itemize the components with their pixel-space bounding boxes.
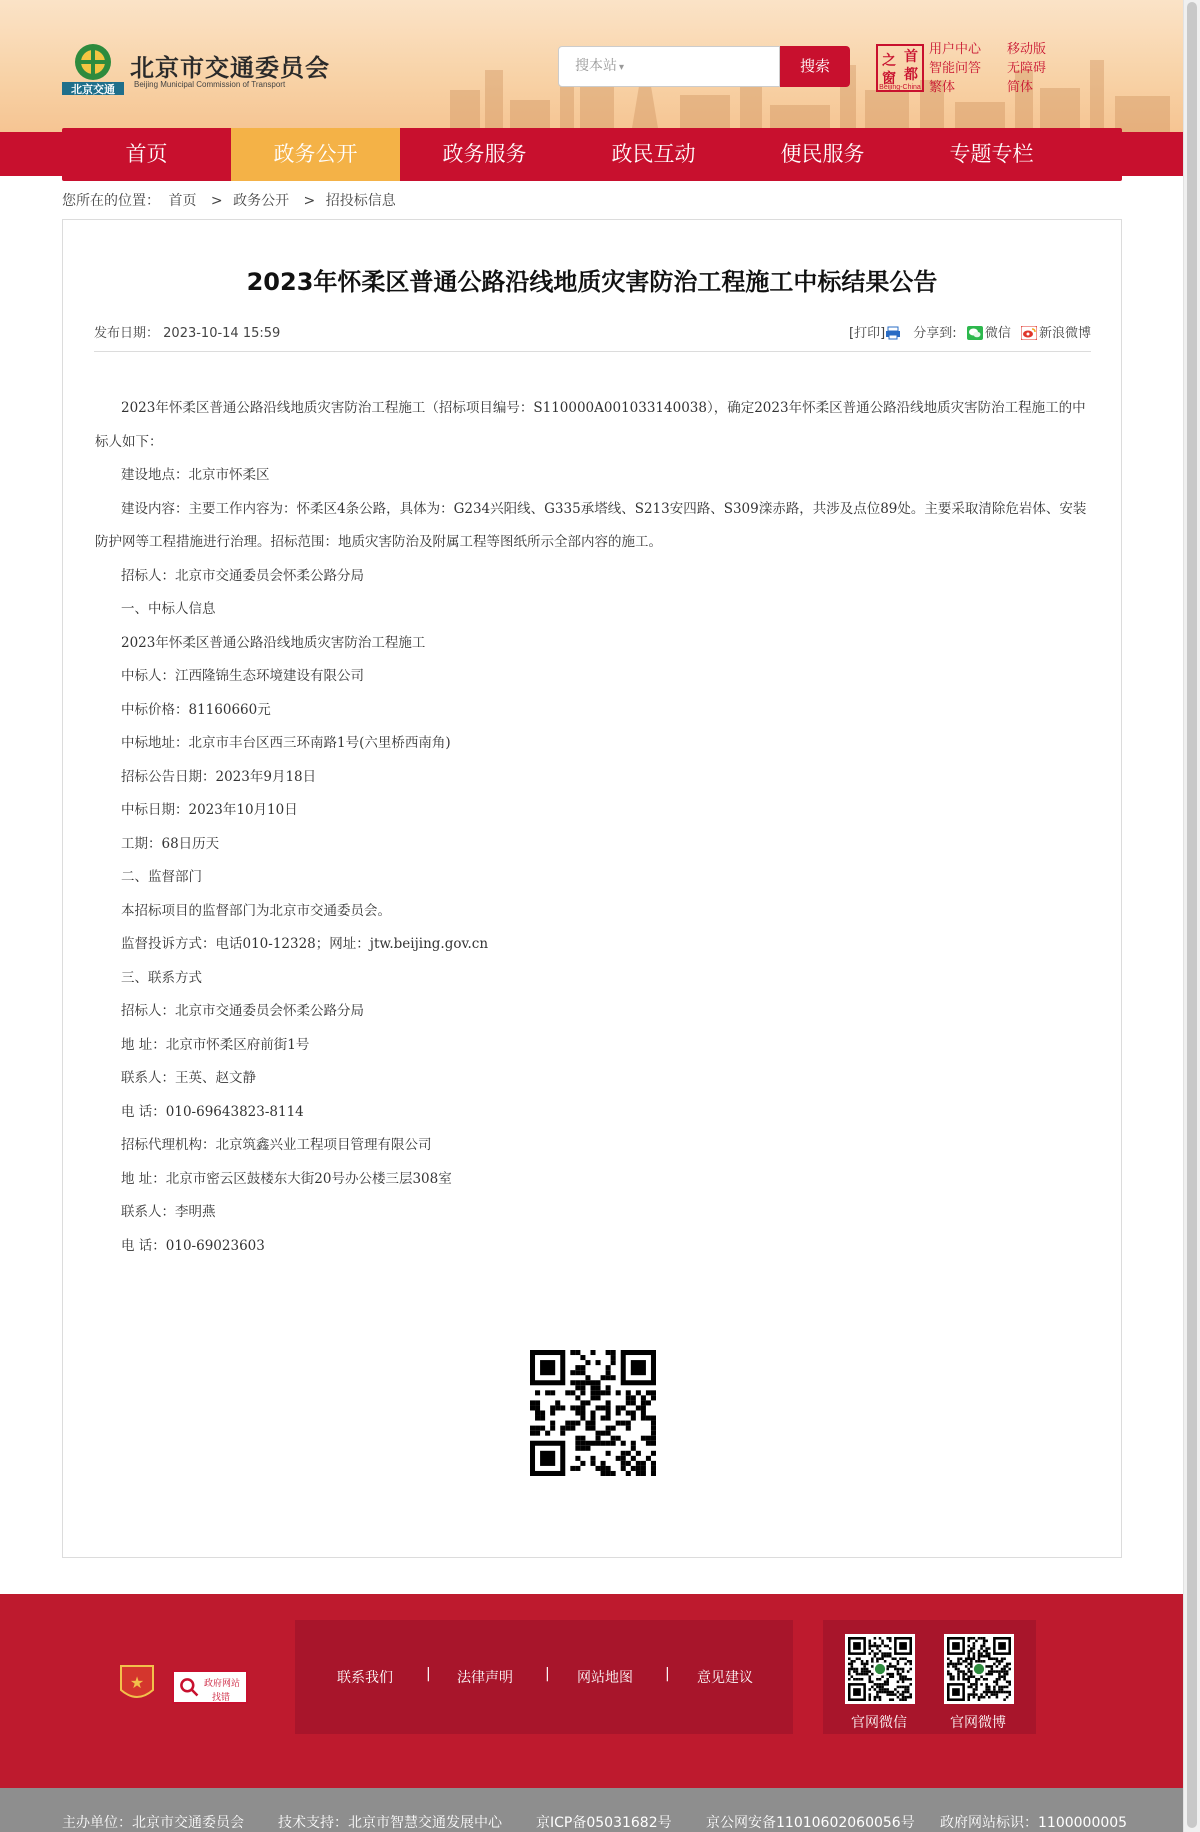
search-input[interactable] bbox=[558, 46, 780, 87]
party-government-badge-icon[interactable] bbox=[119, 1664, 155, 1704]
article-paragraph: 一、中标人信息 bbox=[121, 601, 216, 617]
nav-item-services[interactable]: 政务服务 bbox=[442, 142, 527, 166]
find-text-2: 找错 bbox=[212, 1693, 231, 1703]
article-title: 2023年怀柔区普通公路沿线地质灾害防治工程施工中标结果公告 bbox=[246, 268, 938, 296]
share-wechat-label: 微信 bbox=[984, 326, 1011, 341]
shoudu-label: Beijing-China bbox=[879, 84, 921, 91]
article-meta bbox=[94, 322, 1091, 352]
article-container bbox=[62, 219, 1122, 1558]
article-paragraph: 地 址：北京市怀柔区府前街1号 bbox=[121, 1036, 310, 1053]
breadcrumb-home[interactable]: 首页 bbox=[168, 193, 197, 209]
site-logo[interactable] bbox=[62, 42, 332, 98]
footer-police-record[interactable]: 京公网安备11010602060056号 bbox=[706, 1815, 915, 1831]
breadcrumb-separator: > bbox=[210, 193, 223, 209]
find-text-1: 政府网站 bbox=[204, 1679, 241, 1689]
article-paragraph: 本招标项目的监督部门为北京市交通委员会。 bbox=[121, 902, 391, 919]
traditional-chinese-link[interactable]: 繁体 bbox=[929, 80, 956, 95]
publish-date-value: 2023-10-14 15:59 bbox=[163, 326, 281, 341]
footer-links bbox=[295, 1620, 793, 1734]
chevron-down-icon: ▾ bbox=[619, 62, 625, 73]
weibo-qr-image bbox=[947, 1637, 1011, 1701]
share-wechat-button[interactable] bbox=[967, 326, 1011, 341]
footer-qr-codes bbox=[823, 1620, 1036, 1734]
site-footer bbox=[0, 1594, 1183, 1788]
nav-item-special-topics[interactable]: 专题专栏 bbox=[949, 142, 1034, 166]
user-center-link[interactable]: 用户中心 bbox=[929, 42, 982, 57]
article-paragraph: 建设地点：北京市怀柔区 bbox=[121, 467, 270, 483]
svg-text:★: ★ bbox=[129, 1673, 145, 1692]
breadcrumb-separator: > bbox=[303, 193, 316, 209]
footer-tech-support: 技术支持：北京市智慧交通发展中心 bbox=[278, 1815, 502, 1831]
nav-item-convenience[interactable]: 便民服务 bbox=[780, 142, 865, 166]
article-tools bbox=[849, 322, 1091, 341]
footer-link-sitemap[interactable]: 网站地图 bbox=[577, 1670, 633, 1686]
footer-link-separator: | bbox=[545, 1666, 550, 1682]
article-paragraph: 二、监督部门 bbox=[121, 869, 202, 885]
article-paragraph: 招标公告日期：2023年9月18日 bbox=[121, 768, 317, 785]
article-paragraph: 招标人：北京市交通委员会怀柔公路分局 bbox=[121, 1003, 364, 1019]
nav-item-government-affairs[interactable]: 政务公开 bbox=[231, 128, 400, 181]
article-paragraph: 电 话：010-69643823-8114 bbox=[121, 1103, 304, 1120]
weibo-qr-code[interactable] bbox=[944, 1634, 1014, 1704]
footer-link-contact[interactable]: 联系我们 bbox=[337, 1670, 393, 1686]
main-nav bbox=[62, 128, 1122, 181]
publish-date-label: 发布日期： bbox=[94, 326, 160, 341]
logo-emblem-text: 北京交通 bbox=[71, 83, 115, 96]
weibo-qr-label: 官网微博 bbox=[950, 1715, 1006, 1731]
shoudu-char: 之 bbox=[882, 53, 896, 69]
wechat-qr-code[interactable] bbox=[845, 1634, 915, 1704]
scrollbar-thumb[interactable] bbox=[1187, 2, 1197, 1828]
nav-item-interaction[interactable]: 政民互动 bbox=[611, 142, 696, 166]
article-paragraph: 监督投诉方式：电话010-12328；网址：jtw.beijing.gov.cn bbox=[121, 936, 489, 952]
share-weibo-button[interactable] bbox=[1021, 326, 1091, 341]
publish-date bbox=[94, 322, 280, 341]
article-paragraph: 工期：68日历天 bbox=[121, 835, 220, 852]
shoudu-char: 首 bbox=[904, 49, 918, 65]
logo-title: 北京市交通委员会 bbox=[130, 54, 330, 82]
printer-icon bbox=[885, 326, 901, 340]
article-paragraph: 2023年怀柔区普通公路沿线地质灾害防治工程施工（招标项目编号：S110000A001033140038），确定2023年怀柔区普通公路沿线地质灾害防治工程施工的中标人如下： bbox=[95, 400, 1086, 450]
simplified-chinese-link[interactable]: 简体 bbox=[1007, 80, 1034, 95]
smart-qa-link[interactable]: 智能问答 bbox=[929, 61, 982, 76]
article-paragraph: 中标价格：81160660元 bbox=[121, 701, 271, 718]
shoudu-char: 窗 bbox=[882, 71, 896, 87]
vertical-scrollbar[interactable] bbox=[1183, 0, 1200, 1832]
article-paragraph: 联系人：李明燕 bbox=[121, 1204, 216, 1220]
shoudu-char: 都 bbox=[904, 67, 918, 83]
print-label: [打印] bbox=[849, 326, 886, 341]
breadcrumb bbox=[62, 190, 400, 210]
share-label: 分享到: bbox=[913, 326, 957, 341]
article-paragraph: 2023年怀柔区普通公路沿线地质灾害防治工程施工 bbox=[121, 634, 426, 651]
logo-subtitle: Beijing Municipal Commission of Transport bbox=[134, 80, 286, 89]
breadcrumb-prefix: 您所在的位置： bbox=[62, 193, 160, 209]
accessibility-link[interactable]: 无障碍 bbox=[1007, 61, 1047, 76]
article-paragraph: 中标人：江西隆锦生态环境建设有限公司 bbox=[121, 668, 364, 684]
footer-host: 主办单位：北京市交通委员会 bbox=[62, 1815, 244, 1831]
mobile-version-link[interactable]: 移动版 bbox=[1007, 42, 1047, 57]
article-paragraph: 联系人：王英、赵文静 bbox=[121, 1070, 256, 1086]
footer-link-legal[interactable]: 法律声明 bbox=[457, 1670, 513, 1686]
wechat-icon bbox=[967, 326, 983, 340]
breadcrumb-bidding-info[interactable]: 招投标信息 bbox=[325, 193, 396, 209]
article-body bbox=[95, 392, 1095, 1263]
footer-icp[interactable]: 京ICP备05031682号 bbox=[536, 1815, 672, 1831]
article-paragraph: 电 话：010-69023603 bbox=[121, 1237, 265, 1254]
article-paragraph: 地 址：北京市密云区鼓楼东大街20号办公楼三层308室 bbox=[121, 1170, 452, 1187]
print-link[interactable] bbox=[849, 326, 903, 341]
search-button[interactable]: 搜索 bbox=[780, 46, 850, 87]
footer-site-id: 政府网站标识：1100000005 bbox=[940, 1815, 1128, 1831]
logo-emblem-icon bbox=[62, 42, 124, 98]
article-paragraph: 中标日期：2023年10月10日 bbox=[121, 802, 298, 818]
magnifier-icon bbox=[178, 1676, 200, 1698]
share-weibo-label: 新浪微博 bbox=[1038, 326, 1091, 341]
article-paragraph: 建设内容：主要工作内容为：怀柔区4条公路，具体为：G234兴阳线、G335承塔线、S213安四路、S309滦赤路，共涉及点位89处。主要采取清除危岩体、安装防护网等工程措施进行治理。招标范围：地质灾害防治及附属工程等图纸所示全部内容的施工。 bbox=[95, 500, 1087, 550]
article-qr-code bbox=[530, 1350, 656, 1476]
footer-link-separator: | bbox=[665, 1666, 670, 1682]
article-paragraph: 中标地址：北京市丰台区西三环南路1号(六里桥西南角) bbox=[121, 735, 451, 751]
article-paragraph: 招标人：北京市交通委员会怀柔公路分局 bbox=[121, 567, 364, 584]
wechat-qr-image bbox=[848, 1637, 912, 1701]
weibo-icon bbox=[1021, 326, 1037, 340]
article-paragraph: 三、联系方式 bbox=[121, 969, 202, 986]
nav-item-home[interactable]: 首页 bbox=[125, 142, 168, 166]
government-site-error-report[interactable] bbox=[172, 1670, 248, 1704]
wechat-qr-label: 官网微信 bbox=[851, 1715, 907, 1731]
breadcrumb-government-affairs[interactable]: 政务公开 bbox=[233, 193, 290, 209]
footer-link-separator: | bbox=[426, 1666, 431, 1682]
site-search bbox=[558, 46, 850, 87]
footer-link-feedback[interactable]: 意见建议 bbox=[697, 1670, 753, 1686]
search-placeholder: 搜本站 bbox=[575, 58, 617, 74]
article-paragraph: 招标代理机构：北京筑鑫兴业工程项目管理有限公司 bbox=[121, 1137, 432, 1153]
footer-bottom bbox=[0, 1788, 1183, 1832]
